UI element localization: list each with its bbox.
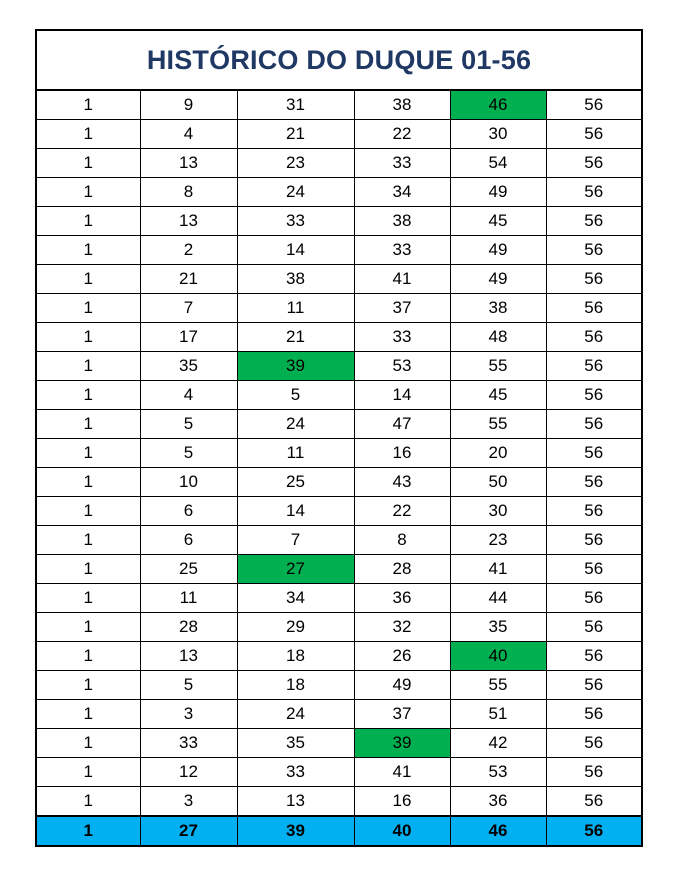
- table-cell: 24: [237, 700, 354, 729]
- title-bar: [37, 31, 641, 91]
- table-row: [37, 410, 641, 439]
- final-row-cell: 40: [354, 816, 450, 845]
- table-cell: 32: [354, 613, 450, 642]
- table-cell: 1: [37, 584, 140, 613]
- table-cell: 1: [37, 526, 140, 555]
- table-cell: 56: [546, 613, 641, 642]
- table-cell: 4: [140, 381, 237, 410]
- table-cell: 25: [140, 555, 237, 584]
- table-cell: 6: [140, 526, 237, 555]
- table-cell: 44: [450, 584, 546, 613]
- table-row: [37, 642, 641, 671]
- table-cell: 1: [37, 265, 140, 294]
- table-body: [37, 91, 641, 845]
- highlighted-cell: 46: [450, 91, 546, 120]
- table-cell: 4: [140, 120, 237, 149]
- table-row: [37, 149, 641, 178]
- table-cell: 56: [546, 352, 641, 381]
- table-cell: 36: [354, 584, 450, 613]
- table-cell: 3: [140, 787, 237, 817]
- table-cell: 45: [450, 381, 546, 410]
- table-cell: 55: [450, 671, 546, 700]
- table-cell: 1: [37, 294, 140, 323]
- table-cell: 33: [354, 236, 450, 265]
- table-cell: 51: [450, 700, 546, 729]
- table-cell: 56: [546, 207, 641, 236]
- table-cell: 7: [237, 526, 354, 555]
- table-cell: 13: [140, 207, 237, 236]
- final-row-cell: 1: [37, 816, 140, 845]
- table-cell: 38: [237, 265, 354, 294]
- table-row: [37, 178, 641, 207]
- table-cell: 11: [140, 584, 237, 613]
- table-cell: 41: [354, 265, 450, 294]
- final-row-cell: 39: [237, 816, 354, 845]
- table-cell: 21: [237, 323, 354, 352]
- table-cell: 49: [354, 671, 450, 700]
- table-cell: 8: [140, 178, 237, 207]
- table-cell: 23: [237, 149, 354, 178]
- table-cell: 12: [140, 758, 237, 787]
- table-cell: 14: [354, 381, 450, 410]
- table-cell: 56: [546, 642, 641, 671]
- table-cell: 35: [450, 613, 546, 642]
- table-cell: 17: [140, 323, 237, 352]
- table-cell: 18: [237, 642, 354, 671]
- table-cell: 42: [450, 729, 546, 758]
- table-cell: 41: [354, 758, 450, 787]
- table-cell: 50: [450, 468, 546, 497]
- table-cell: 26: [354, 642, 450, 671]
- table-cell: 5: [237, 381, 354, 410]
- table-cell: 56: [546, 729, 641, 758]
- table-cell: 1: [37, 410, 140, 439]
- table-row: [37, 613, 641, 642]
- table-cell: 1: [37, 613, 140, 642]
- final-row-cell: 27: [140, 816, 237, 845]
- table-cell: 41: [450, 555, 546, 584]
- table-cell: 56: [546, 149, 641, 178]
- table-cell: 35: [237, 729, 354, 758]
- table-cell: 48: [450, 323, 546, 352]
- table-cell: 35: [140, 352, 237, 381]
- final-row: [37, 816, 641, 845]
- table-row: [37, 323, 641, 352]
- table-cell: 56: [546, 236, 641, 265]
- table-cell: 5: [140, 439, 237, 468]
- table-cell: 24: [237, 410, 354, 439]
- table-cell: 38: [354, 91, 450, 120]
- table-cell: 1: [37, 207, 140, 236]
- table-cell: 56: [546, 497, 641, 526]
- final-row-cell: 56: [546, 816, 641, 845]
- table-row: [37, 584, 641, 613]
- table-cell: 34: [354, 178, 450, 207]
- table-cell: 1: [37, 236, 140, 265]
- table-cell: 14: [237, 236, 354, 265]
- table-cell: 56: [546, 91, 641, 120]
- table-cell: 11: [237, 294, 354, 323]
- table-cell: 47: [354, 410, 450, 439]
- table-cell: 33: [237, 758, 354, 787]
- table-cell: 28: [140, 613, 237, 642]
- table-cell: 14: [237, 497, 354, 526]
- table-cell: 1: [37, 439, 140, 468]
- table-row: [37, 700, 641, 729]
- table-row: [37, 671, 641, 700]
- table-cell: 1: [37, 468, 140, 497]
- table-row: [37, 91, 641, 120]
- table-cell: 38: [450, 294, 546, 323]
- table-cell: 11: [237, 439, 354, 468]
- table-cell: 34: [237, 584, 354, 613]
- table-cell: 13: [140, 149, 237, 178]
- history-sheet: [35, 29, 643, 847]
- table-row: [37, 352, 641, 381]
- table-cell: 56: [546, 120, 641, 149]
- table-cell: 56: [546, 294, 641, 323]
- table-cell: 1: [37, 497, 140, 526]
- table-cell: 37: [354, 700, 450, 729]
- table-cell: 56: [546, 410, 641, 439]
- table-cell: 5: [140, 671, 237, 700]
- table-cell: 13: [237, 787, 354, 817]
- table-cell: 56: [546, 758, 641, 787]
- table-cell: 30: [450, 497, 546, 526]
- table-cell: 31: [237, 91, 354, 120]
- table-cell: 5: [140, 410, 237, 439]
- table-row: [37, 787, 641, 817]
- table-cell: 33: [354, 149, 450, 178]
- table-row: [37, 265, 641, 294]
- table-cell: 2: [140, 236, 237, 265]
- table-cell: 49: [450, 236, 546, 265]
- table-cell: 54: [450, 149, 546, 178]
- table-cell: 21: [237, 120, 354, 149]
- table-cell: 56: [546, 381, 641, 410]
- table-cell: 13: [140, 642, 237, 671]
- table-row: [37, 555, 641, 584]
- table-cell: 7: [140, 294, 237, 323]
- table-cell: 56: [546, 584, 641, 613]
- table-cell: 36: [450, 787, 546, 817]
- table-cell: 1: [37, 671, 140, 700]
- table-row: [37, 468, 641, 497]
- table-cell: 22: [354, 497, 450, 526]
- table-cell: 1: [37, 758, 140, 787]
- table-cell: 29: [237, 613, 354, 642]
- table-cell: 37: [354, 294, 450, 323]
- table-cell: 38: [354, 207, 450, 236]
- table-cell: 55: [450, 410, 546, 439]
- table-cell: 56: [546, 671, 641, 700]
- table-cell: 18: [237, 671, 354, 700]
- table-row: [37, 729, 641, 758]
- table-cell: 16: [354, 439, 450, 468]
- table-cell: 49: [450, 265, 546, 294]
- table-cell: 56: [546, 555, 641, 584]
- table-cell: 30: [450, 120, 546, 149]
- table-cell: 56: [546, 526, 641, 555]
- highlighted-cell: 40: [450, 642, 546, 671]
- table-cell: 1: [37, 352, 140, 381]
- table-cell: 1: [37, 323, 140, 352]
- table-cell: 1: [37, 787, 140, 817]
- table-cell: 56: [546, 178, 641, 207]
- table-cell: 56: [546, 787, 641, 817]
- table-cell: 3: [140, 700, 237, 729]
- table-cell: 53: [354, 352, 450, 381]
- table-cell: 24: [237, 178, 354, 207]
- table-cell: 1: [37, 729, 140, 758]
- highlighted-cell: 39: [354, 729, 450, 758]
- table-row: [37, 497, 641, 526]
- table-row: [37, 526, 641, 555]
- table-cell: 43: [354, 468, 450, 497]
- highlighted-cell: 39: [237, 352, 354, 381]
- table-row: [37, 381, 641, 410]
- table-cell: 55: [450, 352, 546, 381]
- table-row: [37, 207, 641, 236]
- table-cell: 33: [354, 323, 450, 352]
- table-row: [37, 439, 641, 468]
- table-cell: 49: [450, 178, 546, 207]
- table-cell: 1: [37, 381, 140, 410]
- table-cell: 56: [546, 468, 641, 497]
- number-table: [37, 91, 641, 845]
- table-row: [37, 294, 641, 323]
- table-cell: 1: [37, 178, 140, 207]
- table-cell: 56: [546, 323, 641, 352]
- table-cell: 20: [450, 439, 546, 468]
- table-row: [37, 758, 641, 787]
- table-cell: 21: [140, 265, 237, 294]
- table-cell: 56: [546, 439, 641, 468]
- table-cell: 1: [37, 149, 140, 178]
- table-cell: 28: [354, 555, 450, 584]
- table-cell: 33: [140, 729, 237, 758]
- table-cell: 22: [354, 120, 450, 149]
- table-cell: 56: [546, 700, 641, 729]
- table-cell: 8: [354, 526, 450, 555]
- table-cell: 9: [140, 91, 237, 120]
- highlighted-cell: 27: [237, 555, 354, 584]
- final-row-cell: 46: [450, 816, 546, 845]
- table-cell: 1: [37, 700, 140, 729]
- table-row: [37, 120, 641, 149]
- table-cell: 1: [37, 642, 140, 671]
- table-cell: 33: [237, 207, 354, 236]
- table-cell: 1: [37, 120, 140, 149]
- table-cell: 1: [37, 91, 140, 120]
- table-cell: 10: [140, 468, 237, 497]
- table-cell: 1: [37, 555, 140, 584]
- table-row: [37, 236, 641, 265]
- table-cell: 16: [354, 787, 450, 817]
- page-title: HISTÓRICO DO DUQUE 01-56: [146, 44, 532, 75]
- table-cell: 25: [237, 468, 354, 497]
- table-cell: 45: [450, 207, 546, 236]
- table-cell: 23: [450, 526, 546, 555]
- table-cell: 6: [140, 497, 237, 526]
- table-cell: 56: [546, 265, 641, 294]
- table-cell: 53: [450, 758, 546, 787]
